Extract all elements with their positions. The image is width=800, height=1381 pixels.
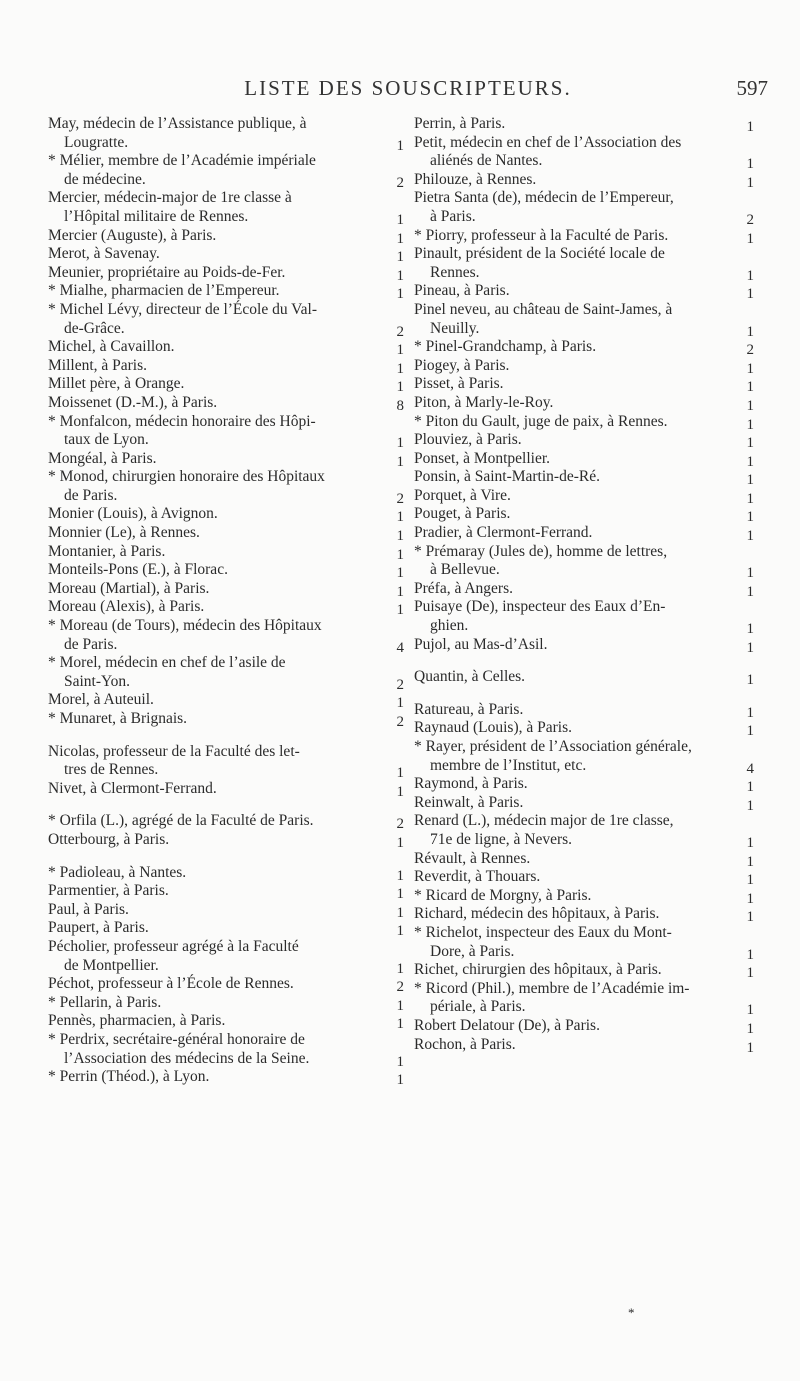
subscriber-entry [48,301,406,338]
entry-text: Reinwalt, à Paris. [414,793,524,811]
subscription-count: 1 [746,565,754,582]
subscription-count: 1 [396,528,404,545]
subscriber-entry [48,375,406,394]
subscriber-entry [414,505,756,524]
subscription-count: 1 [746,872,754,889]
subscription-count: 2 [396,174,404,191]
subscription-count: 1 [396,765,404,782]
subscription-count: 1 [746,1039,754,1056]
page-header [48,76,768,106]
entry-text: Millent, à Paris. [48,356,148,374]
entry-text-continued: périale, à Paris. [430,998,526,1016]
subscriber-entry [48,543,406,562]
subscriber-entry [414,738,756,775]
entry-text: * Monod, chirurgien honoraire des Hôpitaux [48,468,325,486]
entry-text: Paul, à Paris. [48,900,129,918]
entry-text: Péchot, professeur à l’École de Rennes. [48,975,294,993]
subscriber-entry [414,450,756,469]
entry-text: Plouviez, à Paris. [414,431,522,449]
subscriber-entry [414,868,756,887]
entry-text: Paupert, à Paris. [48,919,149,937]
entry-text: Pietra Santa (de), médecin de l’Empereur, [414,189,674,207]
subscriber-entry [48,994,406,1013]
subscription-count: 1 [396,286,404,303]
subscription-count: 1 [746,704,754,721]
subscription-count: 1 [396,211,404,228]
subscription-count: 2 [396,714,404,730]
entry-text: Mercier (Auguste), à Paris. [48,226,217,244]
entry-text: Monnier (Le), à Rennes. [48,524,200,542]
subscriber-entry [414,1036,756,1055]
subscription-count: 1 [396,249,404,266]
entry-text: * Monfalcon, médecin honoraire des Hôpi- [48,412,316,430]
entry-text: * Richelot, inspecteur des Eaux du Mont- [414,923,672,941]
entry-text-continued: tres de Rennes. [64,761,159,779]
subscription-count: 1 [396,137,404,154]
subscription-count: 1 [746,435,754,452]
subscription-count: 1 [396,1016,404,1033]
entry-text: Nivet, à Clermont-Ferrand. [48,779,217,797]
entry-text: Mercier, médecin-major de 1re classe à [48,189,292,207]
subscription-count: 1 [746,379,754,396]
entry-text-continued: de médecine. [64,170,146,188]
subscriber-entry [48,561,406,580]
entry-text: Otterbourg, à Paris. [48,830,170,848]
entry-text-continued: de Paris. [64,635,118,653]
subscriber-entry [48,357,406,376]
entry-text-continued: aliénés de Nantes. [430,152,543,170]
entry-text: Pécholier, professeur agrégé à la Faculté [48,937,299,955]
subscriber-entry [414,719,756,738]
subscriber-entry [414,301,756,338]
entry-text: Renard (L.), médecin major de 1re classe, [414,812,674,830]
subscription-count: 1 [746,267,754,284]
entry-text: Raymond, à Paris. [414,775,528,793]
entry-text-continued: Lougratte. [64,133,129,151]
subscriber-entry [48,524,406,543]
subscription-count: 2 [396,979,404,996]
entry-text: * Perrin (Théod.), à Lyon. [48,1068,210,1086]
entry-text: * Mialhe, pharmacien de l’Empereur. [48,282,280,300]
subscriber-entry [48,505,406,524]
entry-text-continued: Saint-Yon. [64,672,131,690]
entry-text: Moreau (Martial), à Paris. [48,579,210,597]
subscription-count: 1 [746,286,754,303]
entry-text: Robert Delatour (De), à Paris. [414,1016,600,1034]
subscription-count: 1 [396,267,404,284]
subscription-count: 1 [396,565,404,582]
subscription-count: 1 [746,909,754,926]
subscription-count: 1 [746,779,754,796]
subscriber-entry [414,1017,756,1036]
subscription-count: 1 [746,946,754,963]
subscriber-entry [414,924,756,961]
subscriber-entry [48,901,406,920]
right-column [414,115,756,1054]
entry-text: Perrin, à Paris. [414,115,506,132]
subscription-count: 1 [746,174,754,191]
entry-text: * Ricord (Phil.), membre de l’Académie im- [414,979,690,997]
subscription-count: 1 [746,156,754,173]
entry-text: Raynaud (Louis), à Paris. [414,719,572,737]
entry-text: Pinel neveu, au château de Saint-James, à [414,300,673,318]
entry-text: * Piton du Gault, juge de paix, à Rennes. [414,412,668,430]
subscription-count: 1 [746,509,754,526]
subscriber-entry [48,919,406,938]
subscriber-entry [414,115,756,134]
subscriber-entry [48,282,406,301]
subscriber-entry [414,338,756,357]
entry-text: Michel, à Cavaillon. [48,338,175,356]
subscription-count: 1 [396,342,404,359]
entry-text-continued: membre de l’Institut, etc. [430,756,587,774]
entry-text: Monier (Louis), à Avignon. [48,505,218,523]
entry-text-continued: l’Association des médecins de la Seine. [64,1049,310,1067]
page-number: 597 [736,76,768,100]
entry-text: Quantin, à Celles. [414,668,526,686]
subscriber-entry [48,975,406,994]
subscription-count: 1 [746,965,754,982]
signature-mark: * [628,1305,635,1320]
subscription-count: 1 [746,119,754,135]
entry-text: * Michel Lévy, directeur de l’École du Val- [48,300,317,318]
subscription-count: 2 [396,676,404,693]
subscriber-entry [414,636,756,655]
subscriber-entry [48,227,406,246]
entry-text: Richet, chirurgien des hôpitaux, à Paris. [414,961,662,979]
subscription-count: 1 [746,416,754,433]
entry-text: Moissenet (D.-M.), à Paris. [48,393,218,411]
subscriber-entry [414,598,756,638]
subscription-count: 2 [396,323,404,340]
subscriber-entry [414,961,756,980]
subscriber-entry [48,1031,406,1068]
entry-text: * Perdrix, secrétaire-général honoraire de [48,1030,305,1048]
subscriber-entry [414,543,756,580]
subscription-count: 1 [396,379,404,396]
entry-text-continued: ghien. [430,617,469,635]
subscriber-entry [414,905,756,924]
entry-text: Nicolas, professeur de la Faculté des let- [48,742,300,760]
subscriber-entry [48,450,406,469]
subscription-count: 4 [396,639,404,656]
subscriber-entry [48,864,406,883]
subscription-count: 2 [746,342,754,359]
entry-text: Révault, à Rennes. [414,849,531,867]
subscription-count: 1 [746,890,754,907]
subscriber-entry [48,1012,406,1031]
entry-text: * Pinel-Grandchamp, à Paris. [414,338,597,356]
subscription-count: 1 [396,923,404,940]
subscription-count: 1 [396,834,404,851]
subscription-count: 2 [396,816,404,833]
subscription-count: 1 [746,528,754,545]
entry-text: * Mélier, membre de l’Académie impériale [48,152,316,170]
subscription-count: 1 [746,453,754,470]
subscriber-entry [414,701,756,720]
subscriber-entry [414,668,756,687]
subscriber-entry [48,780,406,799]
subscription-count: 1 [396,435,404,452]
subscriber-entry [414,171,756,190]
entry-text-continued: Rennes. [430,263,480,281]
entry-text: Pinault, président de la Société locale de [414,245,665,263]
subscriber-entry [414,524,756,543]
subscriber-entry [414,794,756,813]
subscription-count: 1 [396,695,404,712]
entry-text: Préfa, à Angers. [414,579,513,597]
entry-text: Monteils-Pons (E.), à Florac. [48,561,228,579]
subscription-count: 1 [746,360,754,377]
subscription-count: 1 [396,960,404,977]
subscription-count: 1 [396,997,404,1014]
subscriber-entry [414,282,756,301]
entry-text: Puisaye (De), inspecteur des Eaux d’En- [414,598,666,616]
subscription-count: 8 [396,397,404,414]
entry-text: Pennès, pharmacien, à Paris. [48,1012,226,1030]
subscription-count: 1 [746,490,754,507]
entry-text: May, médecin de l’Assistance publique, à [48,115,307,132]
subscriber-entry [48,152,406,189]
subscriber-entry [414,812,756,849]
entry-text: * Padioleau, à Nantes. [48,863,187,881]
subscriber-entry [48,394,406,413]
subscriber-entry [48,812,406,831]
subscription-count: 2 [396,490,404,507]
entry-text: * Morel, médecin en chef de l’asile de [48,654,286,672]
subscriber-entry [414,487,756,506]
entry-text: Mongéal, à Paris. [48,449,157,467]
entry-text: Richard, médecin des hôpitaux, à Paris. [414,905,660,923]
subscription-count: 1 [746,472,754,489]
entry-text-continued: taux de Lyon. [64,431,149,449]
subscription-count: 1 [396,230,404,247]
entry-text-continued: 71e de ligne, à Nevers. [430,830,573,848]
subscriber-entry [414,134,756,171]
subscriber-entry [48,831,406,850]
subscriber-entry [48,413,406,450]
entry-text: Morel, à Auteuil. [48,691,154,709]
entry-text: Moreau (Alexis), à Paris. [48,598,205,616]
subscription-count: 1 [746,672,754,689]
entry-text: * Piorry, professeur à la Faculté de Paris. [414,226,669,244]
entry-text-continued: Neuilly. [430,319,480,337]
subscriber-entry [48,938,406,975]
section-gap [48,729,406,743]
subscriber-entry [414,850,756,869]
section-gap [48,850,406,864]
subscriber-entry [414,357,756,376]
subscriber-entry [48,598,406,617]
subscriber-entry [414,580,756,599]
entry-text: Merot, à Savenay. [48,245,160,263]
subscriber-entry [414,980,756,1017]
entry-text: Ponsin, à Saint-Martin-de-Ré. [414,468,600,486]
subscription-count: 1 [746,853,754,870]
subscriber-entry [414,375,756,394]
subscriber-entry [48,468,406,505]
entry-text-continued: de-Grâce. [64,319,125,337]
entry-text: Montanier, à Paris. [48,542,166,560]
subscriber-entry [48,654,406,691]
entry-text: Meunier, propriétaire au Poids-de-Fer. [48,263,286,281]
subscription-count: 1 [396,1072,404,1089]
entry-text: Parmentier, à Paris. [48,882,169,900]
entry-text-continued: de Montpellier. [64,956,159,974]
entry-text: * Prémaray (Jules de), homme de lettres, [414,542,668,560]
subscription-count: 1 [746,583,754,600]
left-column [48,115,406,1087]
subscription-count: 1 [746,397,754,414]
subscription-count: 1 [396,904,404,921]
subscription-count: 1 [396,1053,404,1070]
subscriber-entry [48,338,406,357]
subscriber-entry [414,887,756,906]
subscriber-entry [414,245,756,282]
entry-text: Pujol, au Mas-d’Asil. [414,635,548,653]
subscription-count: 1 [396,783,404,800]
subscriber-entry [414,775,756,794]
subscriber-entry [414,394,756,413]
entry-text: Piogey, à Paris. [414,356,510,374]
subscription-count: 1 [746,621,754,638]
entry-text-continued: de Paris. [64,486,118,504]
subscription-count: 1 [396,509,404,526]
entry-text: Pouget, à Paris. [414,505,511,523]
entry-text-continued: Dore, à Paris. [430,942,515,960]
entry-text: Philouze, à Rennes. [414,170,537,188]
subscription-count: 1 [746,230,754,247]
subscriber-entry [48,743,406,780]
subscription-count: 1 [746,723,754,740]
entry-text: Pisset, à Paris. [414,375,504,393]
entry-text: Ponset, à Montpellier. [414,449,551,467]
subscription-count: 1 [746,797,754,814]
section-gap [48,798,406,812]
subscription-count: 1 [396,867,404,884]
subscriber-entry [48,264,406,283]
subscriber-entry [414,431,756,450]
entry-text-continued: à Paris. [430,207,476,225]
subscription-count: 1 [746,639,754,656]
subscription-count: 2 [746,211,754,228]
subscription-count: 1 [396,546,404,563]
entry-text: * Ricard de Morgny, à Paris. [414,886,592,904]
entry-text: Pradier, à Clermont-Ferrand. [414,524,593,542]
subscriber-entry [414,413,756,432]
entry-text: * Moreau (de Tours), médecin des Hôpitaux [48,617,322,635]
subscription-count: 1 [396,453,404,470]
subscription-count: 1 [746,323,754,340]
subscriber-entry [414,468,756,487]
section-gap [414,687,756,701]
subscription-count: 1 [746,834,754,851]
subscription-count: 4 [746,760,754,777]
subscriber-entry [48,1068,406,1087]
entry-text: * Rayer, président de l’Association générale, [414,738,692,755]
entry-text: * Pellarin, à Paris. [48,993,162,1011]
entry-text: Ratureau, à Paris. [414,700,524,718]
subscription-count: 1 [396,583,404,600]
entry-text: Pineau, à Paris. [414,282,510,300]
subscriber-entry [48,617,406,654]
entry-text-continued: à Bellevue. [430,561,500,579]
entry-text: Reverdit, à Thouars. [414,868,541,886]
subscriber-entry [48,580,406,599]
entry-text: Piton, à Marly-le-Roy. [414,393,554,411]
subscriber-entry [48,710,406,729]
entry-text: Millet père, à Orange. [48,375,185,393]
subscriber-entry [414,189,756,226]
subscriber-entry [48,691,406,710]
subscriber-entry [48,189,406,226]
subscription-count: 1 [396,886,404,903]
entry-text: Rochon, à Paris. [414,1035,516,1053]
subscriber-entry [48,245,406,264]
subscriber-entry [414,227,756,246]
section-gap [414,654,756,668]
subscription-count: 1 [746,1002,754,1019]
subscription-count: 1 [396,360,404,377]
subscriber-entry [48,115,406,152]
subscriber-entry [48,882,406,901]
subscription-count: 1 [396,602,404,619]
entry-text: Porquet, à Vire. [414,486,511,504]
entry-text-continued: l’Hôpital militaire de Rennes. [64,207,249,225]
entry-text: Petit, médecin en chef de l’Association des [414,133,682,151]
subscription-count: 1 [746,1020,754,1037]
running-title: LISTE DES SOUSCRIPTEURS. [244,76,572,100]
entry-text: * Orfila (L.), agrégé de la Faculté de Paris. [48,812,314,830]
entry-text: * Munaret, à Brignais. [48,710,188,727]
